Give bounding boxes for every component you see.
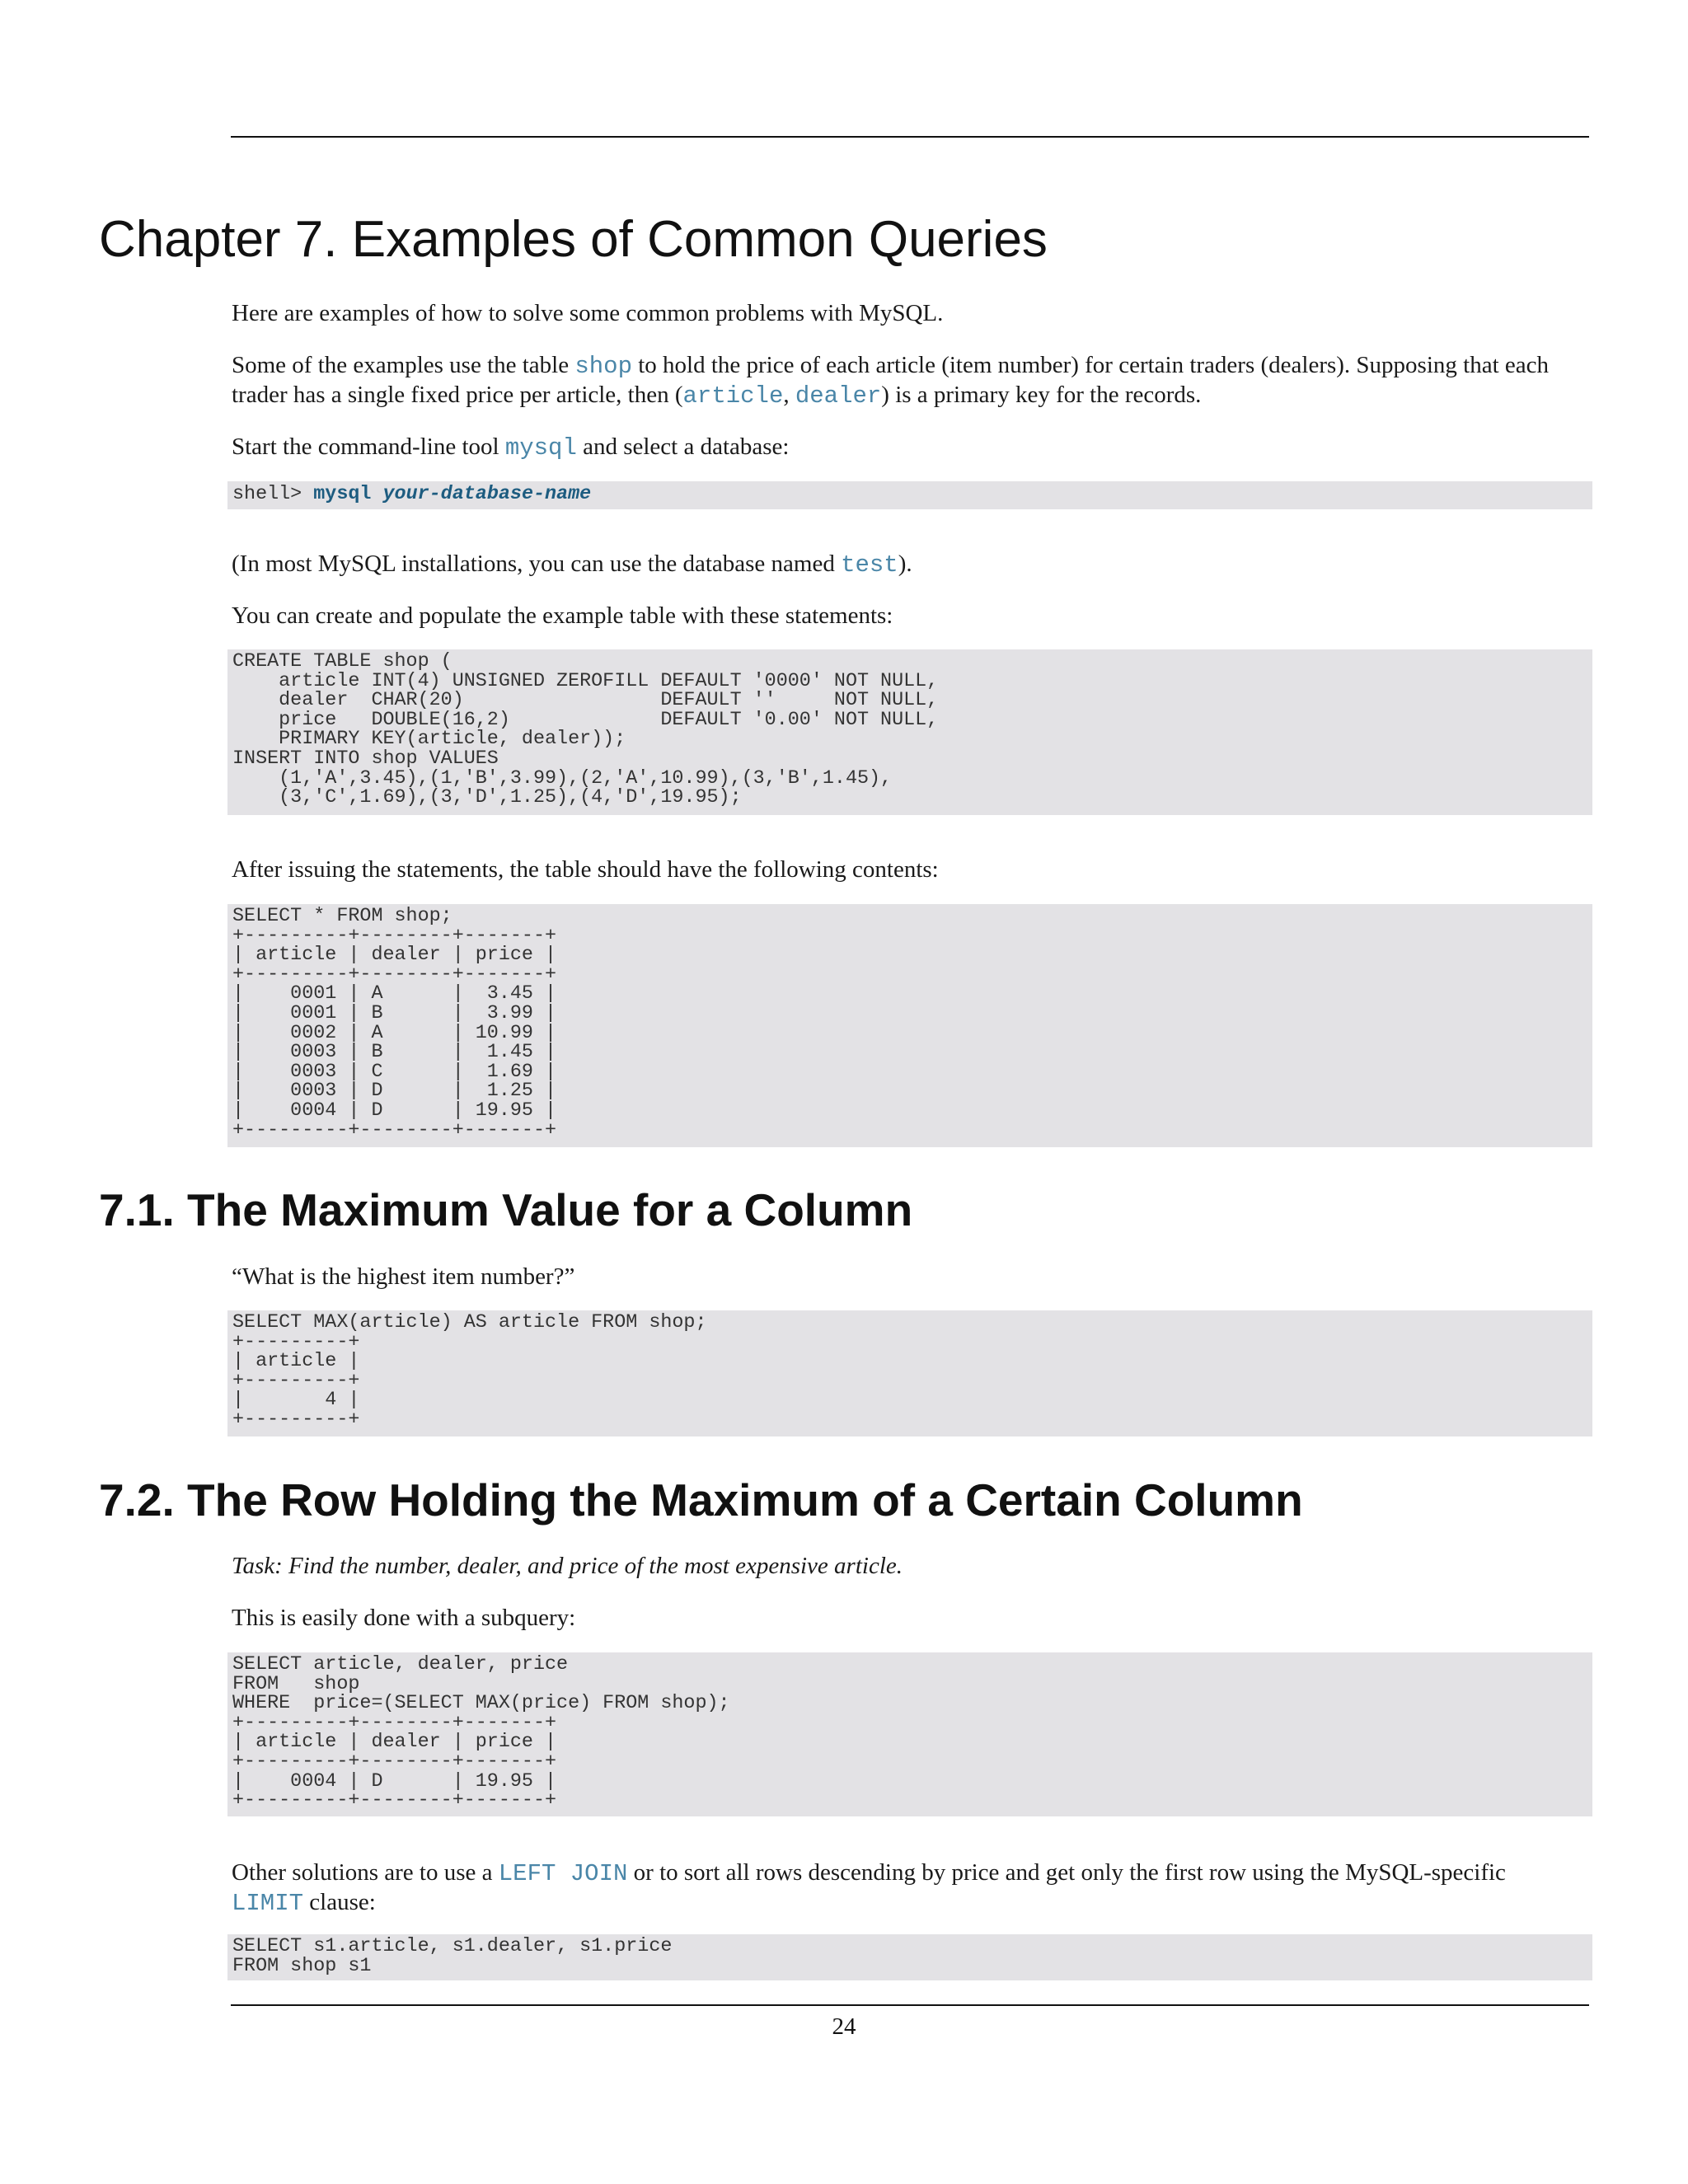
subquery-paragraph: This is easily done with a subquery: [232, 1605, 576, 1631]
shop-table-paragraph: Some of the examples use the table shop to hold the price of each article (item number) for certain traders (dealers). Supposing that each trader has a single fixed price per article, then (article, dealer) is a primary key for the records. [232, 352, 1549, 410]
contents-paragraph: After issuing the statements, the table should have the following contents: [232, 856, 939, 883]
shell-command-block: shell> mysql your-database-name [227, 481, 1592, 509]
code-mysql: mysql [504, 434, 577, 462]
code-limit: LIMIT [232, 1890, 304, 1917]
max-article-code-block: SELECT MAX(article) AS article FROM shop; +---------+ | article | +---------+ | 4 | +---------+ [227, 1310, 1592, 1436]
code-article: article [682, 382, 784, 410]
code-shop: shop [574, 353, 632, 380]
code-left-join: LEFT JOIN [498, 1860, 628, 1887]
section-7-2-task: Task: Find the number, dealer, and price of the most expensive article. [232, 1553, 903, 1579]
left-join-code-block: SELECT s1.article, s1.dealer, s1.price FROM shop s1 [227, 1934, 1592, 1980]
other-solutions-paragraph: Other solutions are to use a LEFT JOIN or to sort all rows descending by price and get only the first row using the MySQL-specific LIMIT clause: [232, 1859, 1506, 1917]
start-tool-paragraph: Start the command-line tool mysql and select a database: [232, 434, 790, 462]
section-7-2-title: 7.2. The Row Holding the Maximum of a Certain Column [99, 1474, 1303, 1526]
section-7-1-title: 7.1. The Maximum Value for a Column [99, 1184, 913, 1235]
chapter-title: Chapter 7. Examples of Common Queries [99, 211, 1048, 268]
code-test: test [841, 551, 898, 579]
subquery-code-block: SELECT article, dealer, price FROM shop WHERE price=(SELECT MAX(price) FROM shop); +---------+--------+-------+ | article | dealer | price | +---------+--------+-------+ | 0004 | D | 19.95 | +---------+--------+-------+ [227, 1652, 1592, 1816]
code-dealer: dealer [795, 382, 882, 410]
create-table-code-block: CREATE TABLE shop ( article INT(4) UNSIGNED ZEROFILL DEFAULT '0000' NOT NULL, dealer CHAR(20) DEFAULT '' NOT NULL, price DOUBLE(16,2) DEFAULT '0.00' NOT NULL, PRIMARY KEY(article, dealer)); INSERT INTO shop VALUES (1,'A',3.45),(1,'B',3.99),(2,'A',10.99),(3,'B',1.45), (3,'C',1.69),(3,'D',1.25),(4,'D',19.95); [227, 649, 1592, 815]
test-database-paragraph: (In most MySQL installations, you can use the database named test). [232, 551, 912, 579]
create-table-paragraph: You can create and populate the example table with these statements: [232, 602, 893, 629]
section-7-1-question: “What is the highest item number?” [232, 1263, 575, 1290]
header-rule [231, 136, 1589, 138]
intro-paragraph: Here are examples of how to solve some common problems with MySQL. [232, 300, 944, 326]
page-number: 24 [832, 2013, 856, 2040]
select-all-code-block: SELECT * FROM shop; +---------+--------+-------+ | article | dealer | price | +---------+--------+-------+ | 0001 | A | 3.45 | | 0001 | B | 3.99 | | 0002 | A | 10.99 | | 0003 | B | 1.45 | | 0003 | C | 1.69 | | 0003 | D | 1.25 | | 0004 | D | 19.95 | +---------+--------+-------+ [227, 904, 1592, 1147]
footer-rule [231, 2004, 1589, 2006]
shell-command-arg: your-database-name [382, 484, 592, 505]
shell-command: mysql [313, 484, 372, 505]
